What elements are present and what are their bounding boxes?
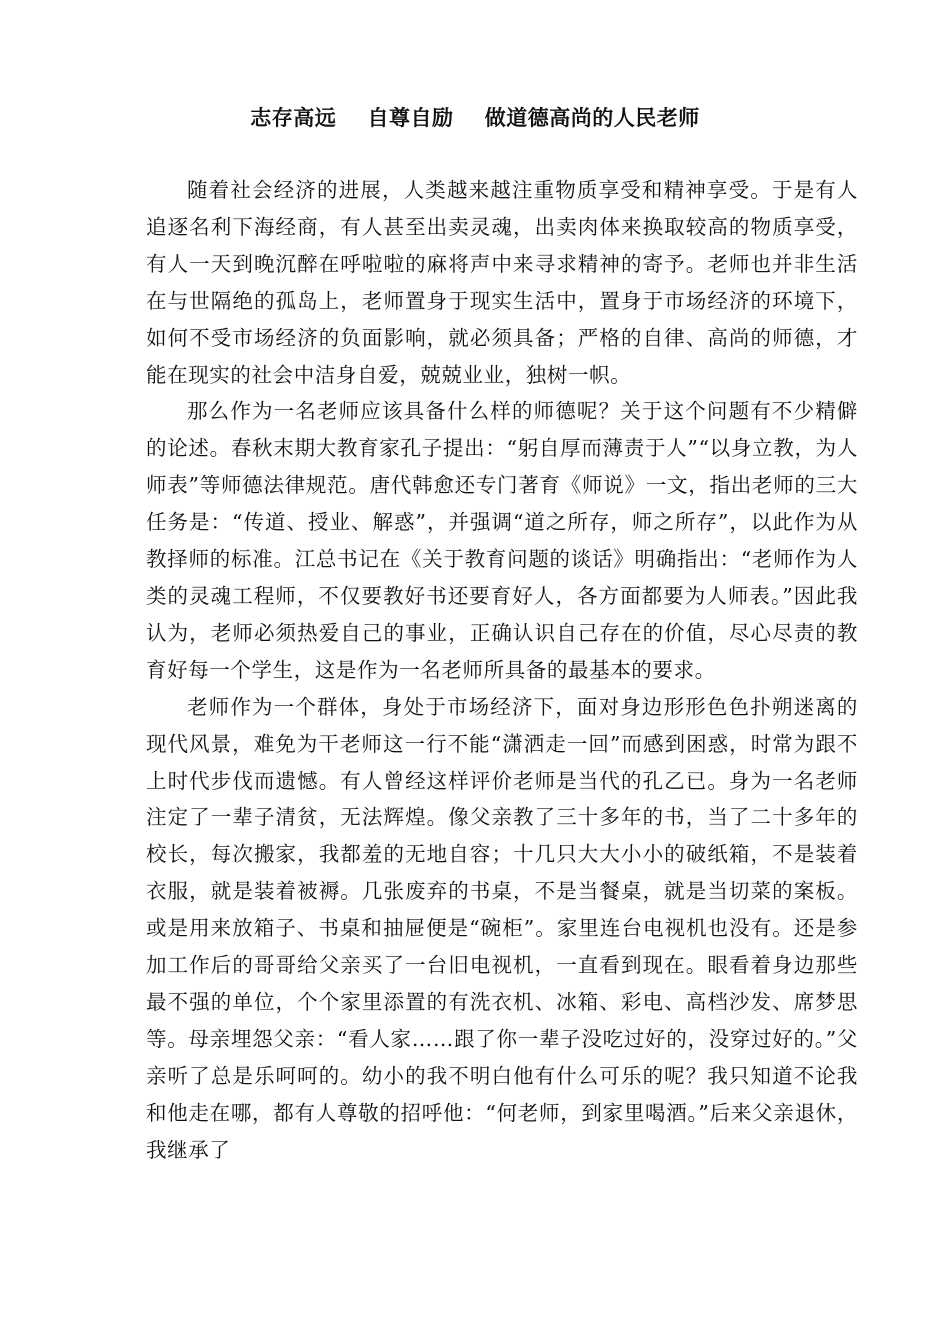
document-body (146, 172, 858, 1168)
paragraph-1: 随着社会经济的进展，人类越来越注重物质享受和精神享受。于是有人追逐名利下海经商，有人甚至出卖灵魂，出卖肉体来换取较高的物质享受，有人一天到晚沉醉在呼啦啦的麻将声中来寻求精神的寄予。老师也并非生活在与世隔绝的孤岛上，老师置身于现实生活中，置身于市场经济的环境下，如何不受市场经济的负面影响，就必须具备；严格的自律、高尚的师德，才能在现实的社会中洁身自爱，兢兢业业，独树一帜。 (146, 178, 858, 387)
document-title: 志存高远 自尊自励 做道德高尚的人民老师 (250, 106, 700, 130)
paragraph-3: 老师作为一个群体，身处于市场经济下，面对身边形形色色扑朔迷离的现代风景，难免为干老师这一行不能“潇洒走一回”而感到困惑，时常为跟不上时代步伐而遗憾。有人曾经这样评价老师是当代的孔乙已。身为一名老师注定了一辈子清贫，无法辉煌。像父亲教了三十多年的书，当了二十多年的校长，每次搬家，我都羞的无地自容；十几只大大小小的破纸箱，不是装着衣服，就是装着被褥。几张废弃的书桌，不是当餐桌，就是当切菜的案板。或是用来放箱子、书桌和抽屉便是“碗柜”。家里连台电视机也没有。还是参加工作后的哥哥给父亲买了一台旧电视机，一直看到现在。眼看着身边那些最不强的单位，个个家里添置的有洗衣机、冰箱、彩电、高档沙发、席梦思等。母亲埋怨父亲：“看人家……跟了你一辈子没吃过好的，没穿过好的。”父亲听了总是乐呵呵的。幼小的我不明白他有什么可乐的呢？我只知道不论我和他走在哪，都有人尊敬的招呼他：“何老师，到家里喝酒。”后来父亲退休，我继承了 (146, 694, 858, 1162)
paragraph-2: 那么作为一名老师应该具备什么样的师德呢？关于这个问题有不少精僻的论述。春秋末期大教育家孔子提出：“躬自厚而薄责于人”“以身立教，为人师表”等师德法律规范。唐代韩愈还专门著育《师说》一文，指出老师的三大任务是：“传道、授业、解惑”，并强调“道之所存，师之所存”，以此作为从教择师的标准。江总书记在《关于教育问题的谈话》明确指出：“老师作为人类的灵魂工程师，不仅要教好书还要育好人，各方面都要为人师表。”因此我认为，老师必须热爱自己的事业，正确认识自己存在的价值，尽心尽责的教育好每一个学生，这是作为一名老师所具备的最基本的要求。 (146, 399, 858, 682)
